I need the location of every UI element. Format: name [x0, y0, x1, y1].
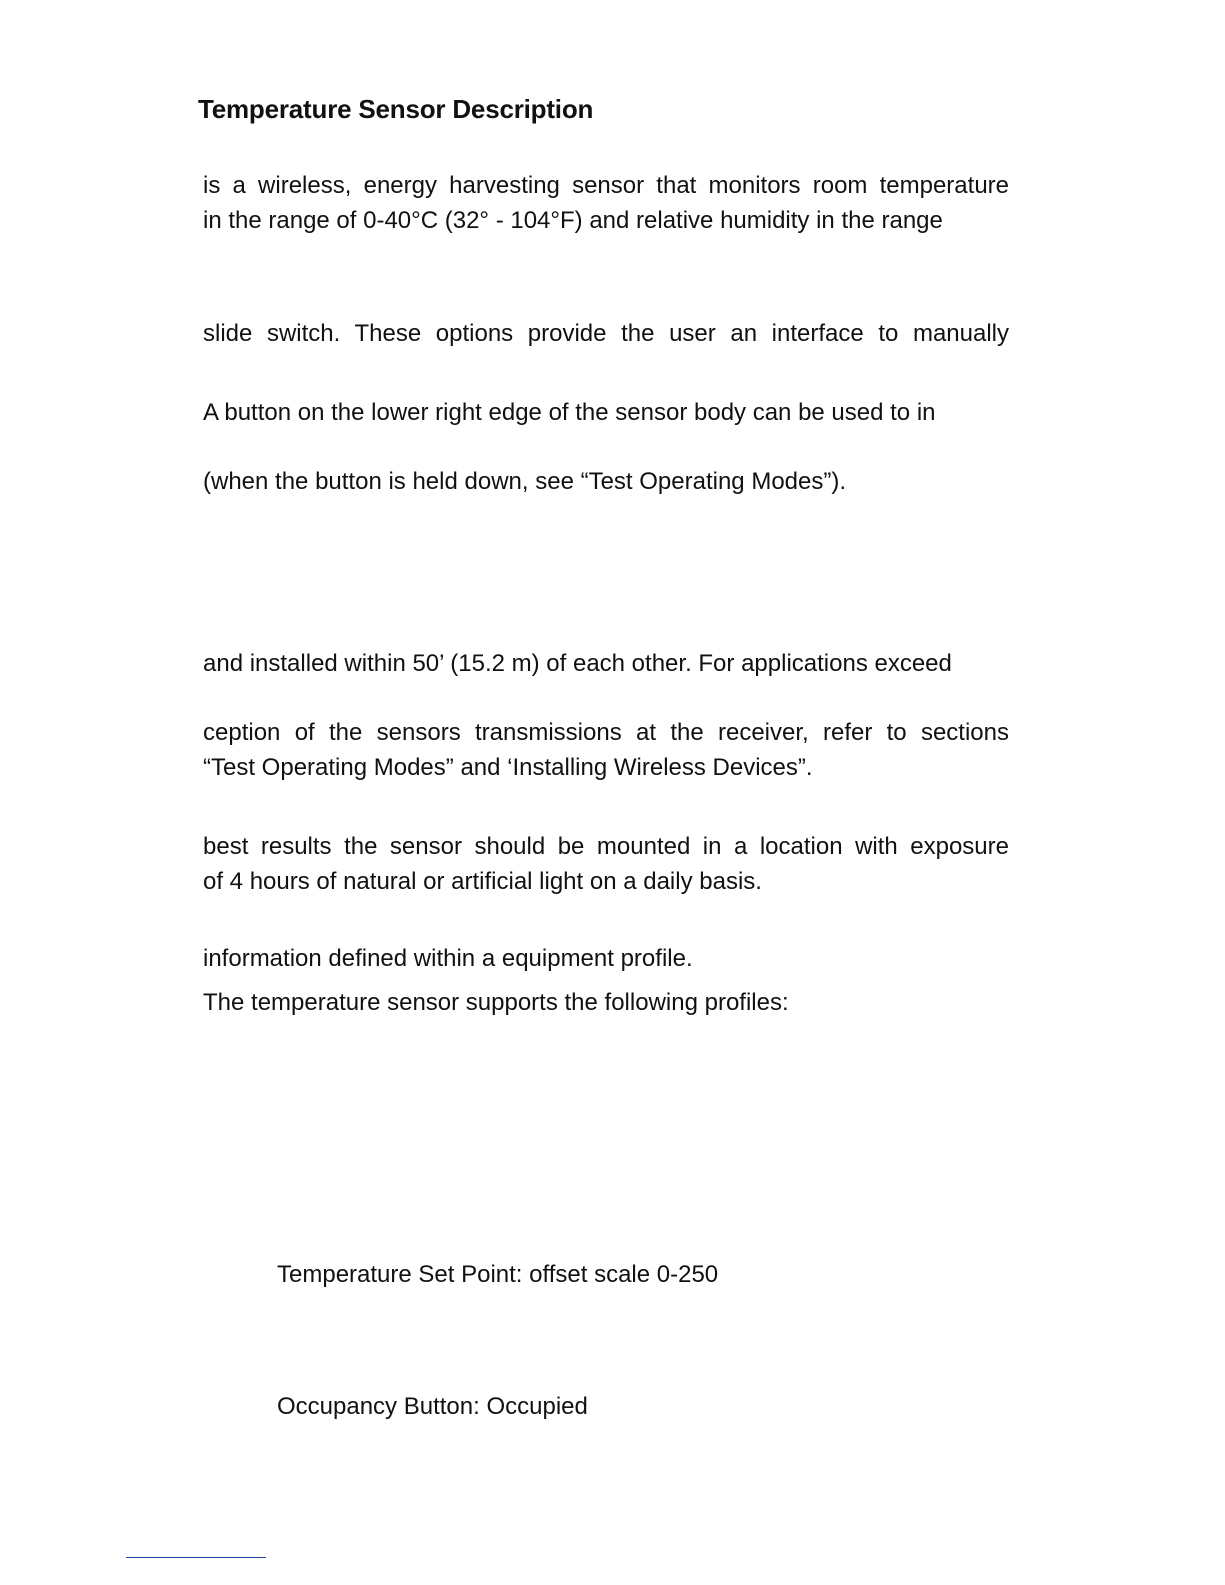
paragraph-line: The temperature sensor supports the following profiles: — [203, 989, 789, 1016]
paragraph-line: “Test Operating Modes” and ‘Installing Wireless Devices”. — [203, 754, 813, 781]
list-item: Temperature Set Point: offset scale 0-250 — [277, 1261, 719, 1288]
paragraph-line: in the range of 0-40°C (32° - 104°F) and relative humidity in the range — [203, 207, 943, 234]
paragraph-line: A button on the lower right edge of the sensor body can be used to in — [203, 399, 936, 426]
paragraph-line: best results the sensor should be mounted in a location with exposure — [203, 833, 1009, 860]
paragraph-line: is a wireless, energy harvesting sensor that monitors room temperature — [203, 172, 1009, 199]
paragraph-line: ception of the sensors transmissions at the receiver, refer to sections — [203, 719, 1009, 746]
paragraph-line: and installed within 50’ (15.2 m) of each other. For applications exceed — [203, 650, 952, 677]
list-item: Occupancy Button: Occupied — [277, 1393, 588, 1420]
paragraph-line: of 4 hours of natural or artificial light on a daily basis. — [203, 868, 762, 895]
section-heading: Temperature Sensor Description — [198, 94, 594, 124]
paragraph-line: slide switch. These options provide the user an interface to manually — [203, 320, 1009, 347]
paragraph-line: information defined within a equipment profile. — [203, 945, 693, 972]
footnote-separator — [126, 1557, 266, 1558]
paragraph-line: (when the button is held down, see “Test Operating Modes”). — [203, 468, 847, 495]
